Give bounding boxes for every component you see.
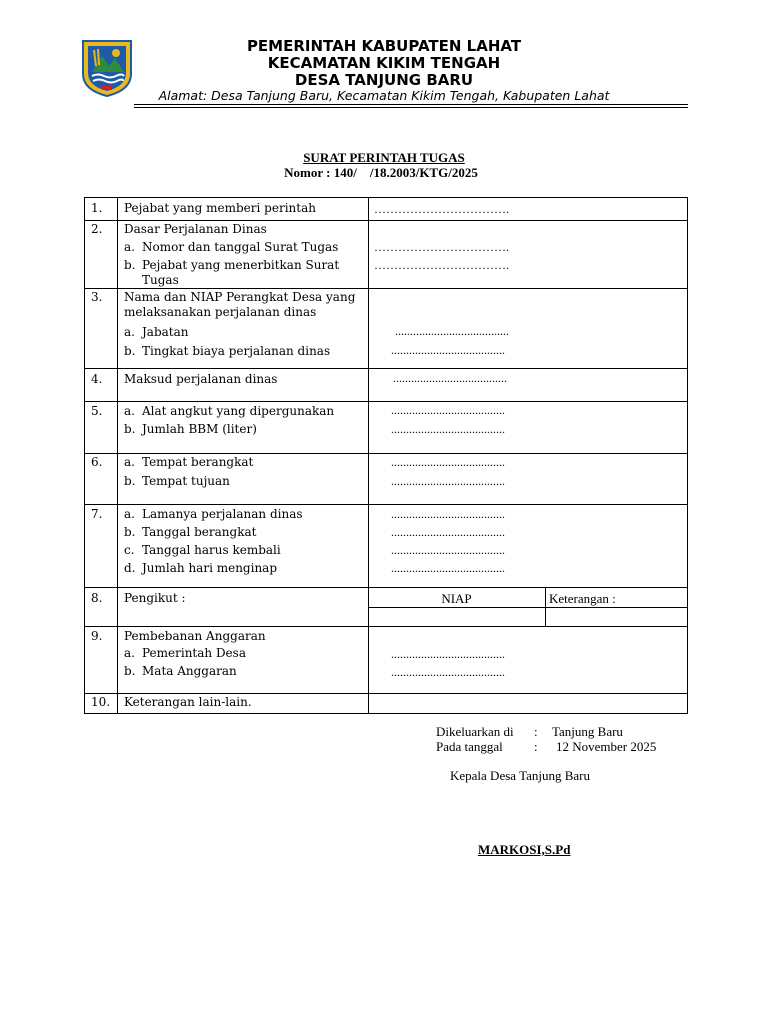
sub-item-letter: d. [124, 561, 136, 575]
kop-divider-top [134, 104, 688, 105]
issued-at-value: Tanjung Baru [552, 724, 623, 739]
fill-in-dots: ...................................... [391, 525, 505, 539]
sub-item-label: Lamanya perjalanan dinas [142, 507, 303, 521]
row-number: 8. [91, 591, 103, 605]
row-label: Nama dan NIAP Perangkat Desa yang [124, 290, 356, 304]
row-divider [85, 504, 687, 505]
sub-item-label: Nomor dan tanggal Surat Tugas [142, 240, 339, 254]
form-table [84, 197, 688, 714]
row-label: Dasar Perjalanan Dinas [124, 222, 267, 236]
kop-divider-bottom [134, 107, 688, 108]
sub-item-letter: a. [124, 325, 135, 339]
sub-item-label: Pejabat yang menerbitkan Surat [142, 258, 340, 272]
sub-item-letter: a. [124, 455, 135, 469]
row-number: 4. [91, 372, 103, 386]
row-label: Keterangan lain-lain. [124, 695, 252, 709]
row-divider [85, 587, 687, 588]
row-number: 10. [91, 695, 111, 709]
row-number: 7. [91, 507, 103, 521]
date-label: Pada tanggal [436, 739, 503, 754]
row-divider [85, 453, 687, 454]
sub-item-letter: b. [124, 525, 136, 539]
sub-item-letter: a. [124, 646, 135, 660]
row-divider [85, 401, 687, 402]
row-label: melaksanakan perjalanan dinas [124, 305, 317, 319]
column-divider [117, 198, 118, 713]
kop-line-desa: DESA TANJUNG BARU [294, 71, 474, 89]
row-number: 6. [91, 455, 103, 469]
sub-item-label: Tanggal harus kembali [142, 543, 281, 557]
sub-item-letter: b. [124, 474, 136, 488]
row-label: Pejabat yang memberi perintah [124, 201, 316, 215]
sub-item-letter: a. [124, 507, 135, 521]
row-divider [85, 220, 687, 221]
niap-header: NIAP [441, 591, 472, 606]
fill-in-dots: ...................................... [391, 647, 505, 661]
sub-item-label: Jumlah hari menginap [142, 561, 278, 575]
row-divider [368, 607, 687, 608]
keterangan-header: Keterangan : [549, 591, 616, 606]
sub-item-label: Tanggal berangkat [142, 525, 257, 539]
sub-item-label: Tugas [142, 273, 179, 287]
row-label: Pembebanan Anggaran [124, 629, 266, 643]
document-number: Nomor : 140/ /18.2003/KTG/2025 [284, 165, 478, 180]
sub-item-letter: b. [124, 344, 136, 358]
sub-item-label: Pemerintah Desa [142, 646, 246, 660]
colon: : [534, 739, 538, 754]
sub-item-label: Mata Anggaran [142, 664, 237, 678]
signatory-title: Kepala Desa Tanjung Baru [450, 768, 590, 783]
fill-in-dots: ……………………………. [374, 240, 509, 254]
sub-item-letter: b. [124, 664, 136, 678]
row-label: Pengikut : [124, 591, 186, 605]
signatory-name: MARKOSI,S.Pd [478, 842, 571, 857]
row-number: 5. [91, 404, 103, 418]
sub-item-label: Jabatan [142, 325, 189, 339]
column-divider [545, 587, 546, 626]
fill-in-dots: ...................................... [395, 324, 509, 338]
column-divider [368, 198, 369, 713]
row-number: 2. [91, 222, 103, 236]
fill-in-dots: ...................................... [391, 665, 505, 679]
fill-in-dots: ...................................... [391, 343, 505, 357]
document-title: SURAT PERINTAH TUGAS [303, 150, 465, 165]
sub-item-label: Tempat berangkat [142, 455, 254, 469]
sub-item-letter: c. [124, 543, 135, 557]
fill-in-dots: ...................................... [393, 371, 507, 385]
row-divider [85, 693, 687, 694]
fill-in-dots: ...................................... [391, 474, 505, 488]
row-number: 3. [91, 290, 103, 304]
fill-in-dots: ...................................... [391, 403, 505, 417]
row-number: 9. [91, 629, 103, 643]
fill-in-dots: ……………………………. [374, 202, 509, 216]
sub-item-label: Tempat tujuan [142, 474, 230, 488]
row-divider [85, 368, 687, 369]
row-label: Maksud perjalanan dinas [124, 372, 278, 386]
kop-line-kecamatan: KECAMATAN KIKIM TENGAH [267, 54, 501, 72]
sub-item-letter: a. [124, 240, 135, 254]
issued-at-label: Dikeluarkan di [436, 724, 514, 739]
row-number: 1. [91, 201, 103, 215]
sub-item-letter: b. [124, 422, 136, 436]
kabupaten-lahat-logo-icon [80, 38, 134, 98]
sub-item-label: Alat angkut yang dipergunakan [142, 404, 335, 418]
row-divider [85, 626, 687, 627]
kop-line-kabupaten: PEMERINTAH KABUPATEN LAHAT [246, 37, 522, 55]
row-divider [85, 288, 687, 289]
sub-item-letter: b. [124, 258, 136, 272]
fill-in-dots: ...................................... [391, 561, 505, 575]
date-value: 12 November 2025 [556, 739, 657, 754]
colon: : [534, 724, 538, 739]
fill-in-dots: ……………………………. [374, 258, 509, 272]
fill-in-dots: ...................................... [391, 543, 505, 557]
sub-item-label: Jumlah BBM (liter) [142, 422, 257, 436]
kop-alamat: Alamat: Desa Tanjung Baru, Kecamatan Kikim Tengah, Kabupaten Lahat [158, 88, 610, 103]
fill-in-dots: ...................................... [391, 455, 505, 469]
fill-in-dots: ...................................... [391, 422, 505, 436]
sub-item-label: Tingkat biaya perjalanan dinas [142, 344, 331, 358]
fill-in-dots: ...................................... [391, 507, 505, 521]
sub-item-letter: a. [124, 404, 135, 418]
